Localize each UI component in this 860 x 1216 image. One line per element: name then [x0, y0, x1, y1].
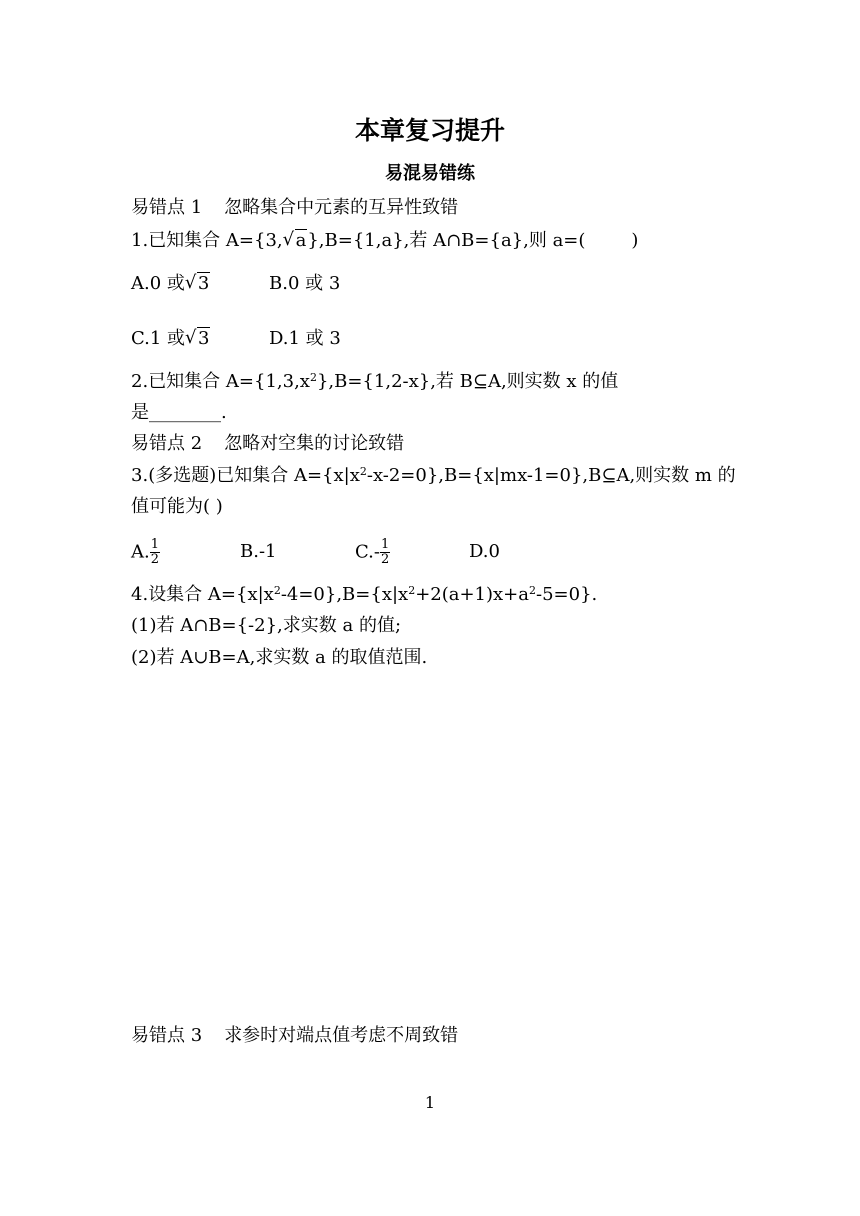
- question-3-stem-line2: 值可能为( ): [131, 496, 223, 517]
- question-4-part-2: (2)若 A∪B=A,求实数 a 的取值范围.: [131, 647, 428, 668]
- question-3-stem: 3.(多选题)已知集合 $A=\{x|x^2-x-2=0\},B=\{x|mx-1=0\},B⊆A$,则实数 m 的: [131, 465, 736, 486]
- question-4-stem: 4.设集合 $A=\{x|x^2-4=0\},B=\{x|x^2+2(a+1)x+a^2-5=0\}$.: [131, 584, 598, 605]
- fraction-one-half: $\frac{1}{2}$: [380, 537, 390, 567]
- section-heading-3: [131, 1024, 458, 1048]
- fraction-one-half: $\frac{1}{2}$: [150, 537, 160, 567]
- page-title: 本章复习提升: [354, 116, 505, 145]
- sqrt-3: √ 3: [184, 272, 210, 294]
- page-subtitle: 易混易错练: [385, 163, 475, 184]
- question-2-answer-blank[interactable]: 是________.: [131, 402, 227, 423]
- section-heading-2: [131, 432, 404, 456]
- q1-option-a[interactable]: A.0 或 √ 3: [131, 272, 210, 294]
- q3-option-a[interactable]: A. $\frac{1}{2}$: [131, 537, 160, 567]
- section-label: 易错点 2: [131, 433, 203, 454]
- q3-option-b[interactable]: B.-1: [240, 541, 277, 562]
- q1-option-d[interactable]: D.1 或 3: [269, 328, 341, 349]
- section-text: 忽略对空集的讨论致错: [224, 433, 405, 454]
- section-label: 易错点 3: [131, 1025, 203, 1046]
- q1-option-c[interactable]: C.1 或 √ 3: [131, 327, 210, 349]
- section-heading-1: [131, 196, 458, 220]
- q3-option-d[interactable]: D.0: [469, 541, 500, 562]
- q3-option-c[interactable]: C.- $\frac{1}{2}$: [355, 537, 390, 567]
- sqrt-a: √ a: [282, 229, 307, 251]
- question-1-stem: 1.已知集合 A={3, √ a},B={1,a},若 A∩B={a},则 a=( ): [131, 229, 639, 251]
- section-text: 求参时对端点值考虑不周致错: [224, 1025, 459, 1046]
- question-2-stem: 2.已知集合 $A=\{1,3,x^2\},B=\{1,2-x\}$,若 B⊆A,则实数 x 的值: [131, 371, 619, 392]
- question-4-part-1: (1)若 A∩B={-2},求实数 a 的值;: [131, 615, 402, 636]
- section-label: 易错点 1: [131, 197, 203, 218]
- sqrt-3: √ 3: [185, 327, 210, 349]
- page-number: 1: [424, 1093, 436, 1112]
- section-text: 忽略集合中元素的互异性致错: [224, 197, 459, 218]
- q1-option-b[interactable]: B.0 或 3: [269, 273, 341, 294]
